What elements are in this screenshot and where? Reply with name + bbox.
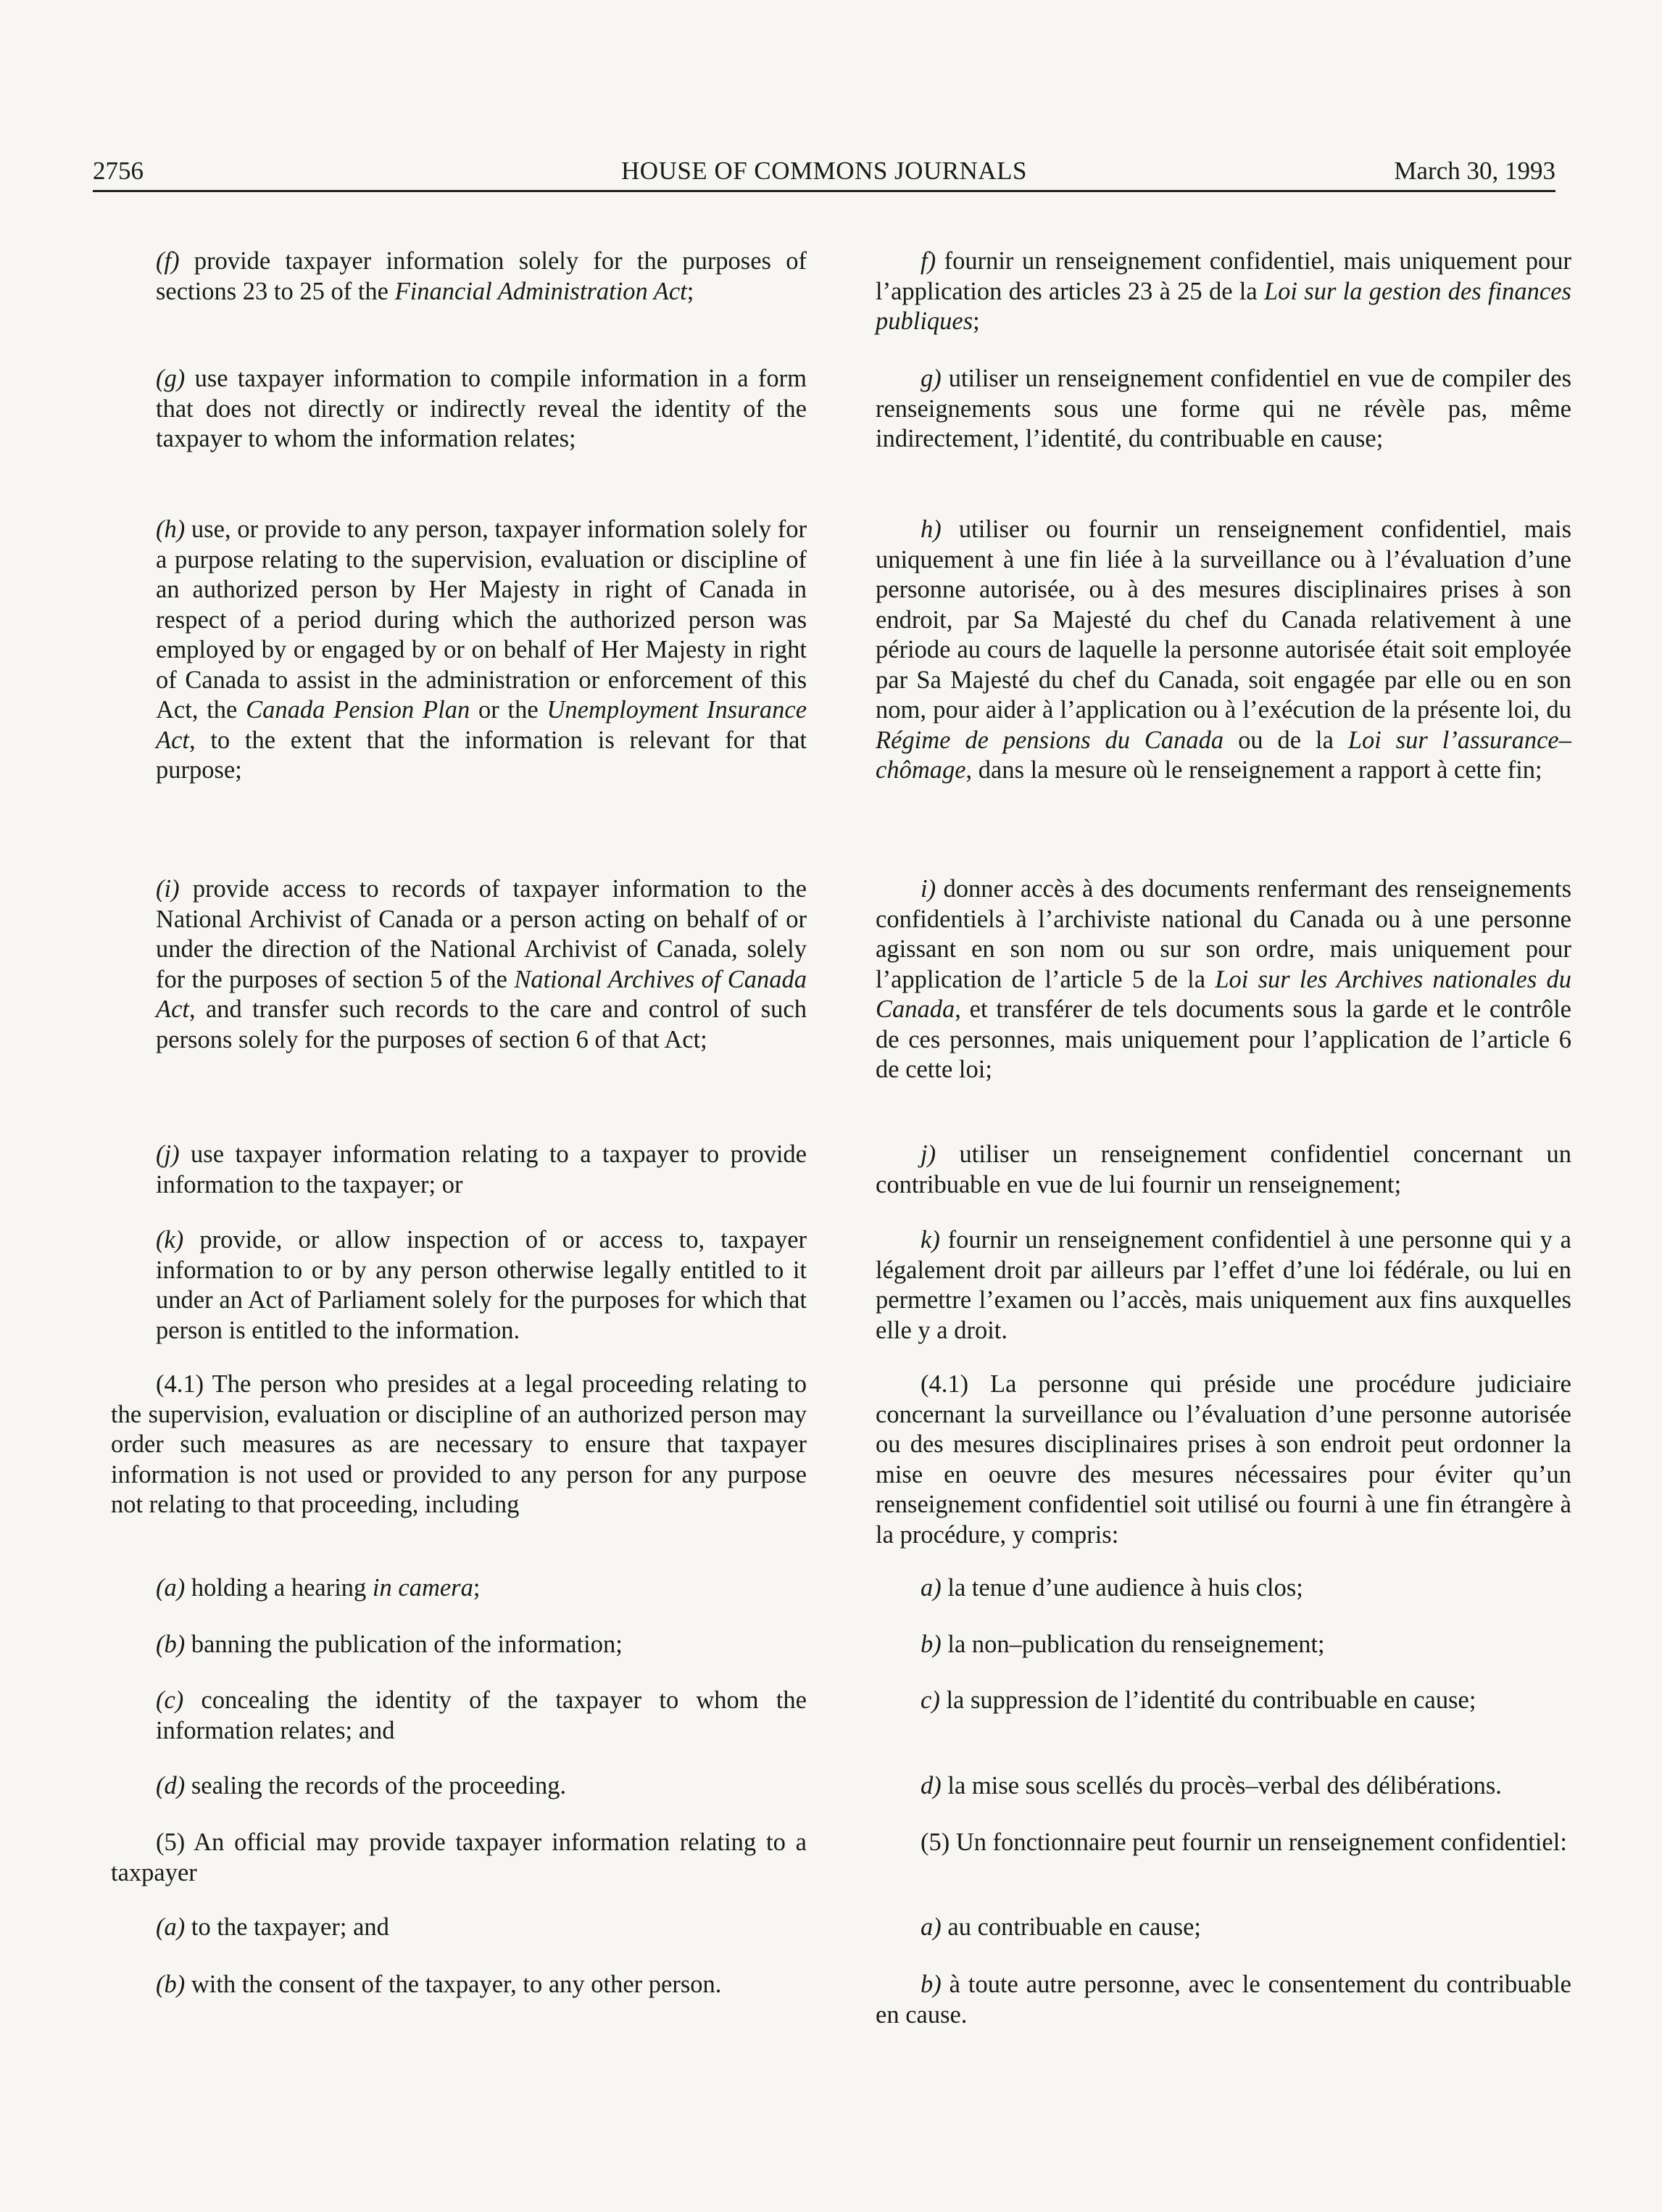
header-date: March 30, 1993	[1394, 157, 1555, 185]
clause-f-en: (f) provide taxpayer information solely for the purposes of sections 23 to 25 of the Financial Administration Act;	[156, 247, 807, 305]
para-a-5-en: (a) to the taxpayer; and	[156, 1913, 389, 1941]
clause-h-fr: h) utiliser ou fournir un renseignement confidentiel, mais uniquement à une fin liée à la surveillance ou à l’évaluation d’une personne autorisée, ou à des mesures disciplinaires prises à son endroit, par Sa Majesté du chef du Canada relativement à une période au cours de laquelle la personne autorisée était soit employée par Sa Majesté du chef du Canada, soit engagée par elle ou en son nom, pour aider à l’application ou à l’exécution de la présente loi, du Régime de pensions du Canada ou de la Loi sur l’assurance–chômage, dans la mesure où le renseignement a rapport à cette fin;	[876, 515, 1571, 784]
para-a-4-1-en: (a) holding a hearing in camera;	[156, 1574, 481, 1602]
para-b-5-en: (b) with the consent of the taxpayer, to any other person.	[156, 1971, 722, 1998]
journal-title: HOUSE OF COMMONS JOURNALS	[621, 157, 1027, 185]
clause-k-en: (k) provide, or allow inspection of or access to, taxpayer information to or by any person otherwise legally entitled to it under an Act of Parliament solely for the purposes for which that person is entitled to the information.	[156, 1226, 807, 1344]
clause-h-en: (h) use, or provide to any person, taxpayer information solely for a purpose relating to the supervision, evaluation or discipline of an authorized person by Her Majesty in right of Canada in respect of a period during which the authorized person was employed by or engaged by or on behalf of Her Majesty in right of Canada to assist in the administration or enforcement of this Act, the Canada Pension Plan or the Unemployment Insurance Act, to the extent that the information is relevant for that purpose;	[156, 515, 807, 784]
para-c-4-1-en: (c) concealing the identity of the taxpayer to whom the information relates; and	[156, 1686, 807, 1744]
clause-f-fr: f) fournir un renseignement confidentiel, mais uniquement pour l’application des articles 23 à 25 de la Loi sur la gestion des finances publiques;	[876, 247, 1571, 335]
para-c-4-1-fr: c) la suppression de l’identité du contribuable en cause;	[921, 1686, 1476, 1714]
page-header	[93, 157, 1555, 192]
para-a-5-fr: a) au contribuable en cause;	[921, 1913, 1202, 1941]
clause-j-en: (j) use taxpayer information relating to a taxpayer to provide information to the taxpayer; or	[156, 1140, 807, 1198]
clause-i-en: (i) provide access to records of taxpayer information to the National Archivist of Canada or a person acting on behalf of or under the direction of the National Archivist of Canada, solely for the purposes of section 5 of the National Archives of Canada Act, and transfer such records to the care and control of such persons solely for the purposes of section 6 of that Act;	[156, 875, 807, 1053]
clause-g-en: (g) use taxpayer information to compile information in a form that does not directly or indirectly reveal the identity of the taxpayer to whom the information relates;	[156, 365, 807, 452]
clause-g-fr: g) utiliser un renseignement confidentiel en vue de compiler des renseignements sous une forme qui ne révèle pas, même indirectement, l’identité, du contribuable en cause;	[876, 365, 1571, 452]
para-b-4-1-fr: b) la non–publication du renseignement;	[921, 1631, 1325, 1658]
page-number: 2756	[93, 157, 144, 185]
clause-i-fr: i) donner accès à des documents renfermant des renseignements confidentiels à l’archiviste national du Canada ou à une personne agissant en son nom ou sur son ordre, mais uniquement pour l’application de l’article 5 de la Loi sur les Archives nationales du Canada, et transférer de tels documents sous la garde et le contrôle de ces personnes, mais uniquement pour l’application de l’article 6 de cette loi;	[876, 875, 1571, 1083]
para-a-4-1-fr: a) la tenue d’une audience à huis clos;	[921, 1574, 1303, 1602]
subsection-5-fr: (5) Un fonctionnaire peut fournir un renseignement confidentiel:	[921, 1828, 1567, 1856]
clause-k-fr: k) fournir un renseignement confidentiel à une personne qui y a légalement droit par ailleurs par l’effet d’une loi fédérale, ou lui en permettre l’examen ou l’accès, mais uniquement aux fins auxquelles elle y a droit.	[876, 1226, 1571, 1344]
subsection-4-1-en: (4.1) The person who presides at a legal proceeding relating to the supervision, evaluation or discipline of an authorized person may order such measures as are necessary to ensure that taxpayer information is not used or provided to any person for any purpose not relating to that proceeding, including	[111, 1370, 807, 1518]
clause-j-fr: j) utiliser un renseignement confidentiel concernant un contribuable en vue de lui fournir un renseignement;	[876, 1140, 1571, 1198]
para-b-4-1-en: (b) banning the publication of the information;	[156, 1631, 623, 1658]
subsection-5-en: (5) An official may provide taxpayer information relating to a taxpayer	[111, 1828, 807, 1886]
para-d-4-1-fr: d) la mise sous scellés du procès–verbal des délibérations.	[921, 1772, 1502, 1799]
para-d-4-1-en: (d) sealing the records of the proceeding.	[156, 1772, 567, 1799]
para-b-5-fr: b) à toute autre personne, avec le consentement du contribuable en cause.	[876, 1971, 1571, 2029]
subsection-4-1-fr: (4.1) La personne qui préside une procédure judiciaire concernant la surveillance ou l’évaluation d’une personne autorisée ou des mesures disciplinaires prises à son endroit peut ordonner la mise en oeuvre des mesures nécessaires pour éviter qu’un renseignement confidentiel soit utilisé ou fourni à une fin étrangère à la procédure, y compris:	[876, 1370, 1571, 1549]
